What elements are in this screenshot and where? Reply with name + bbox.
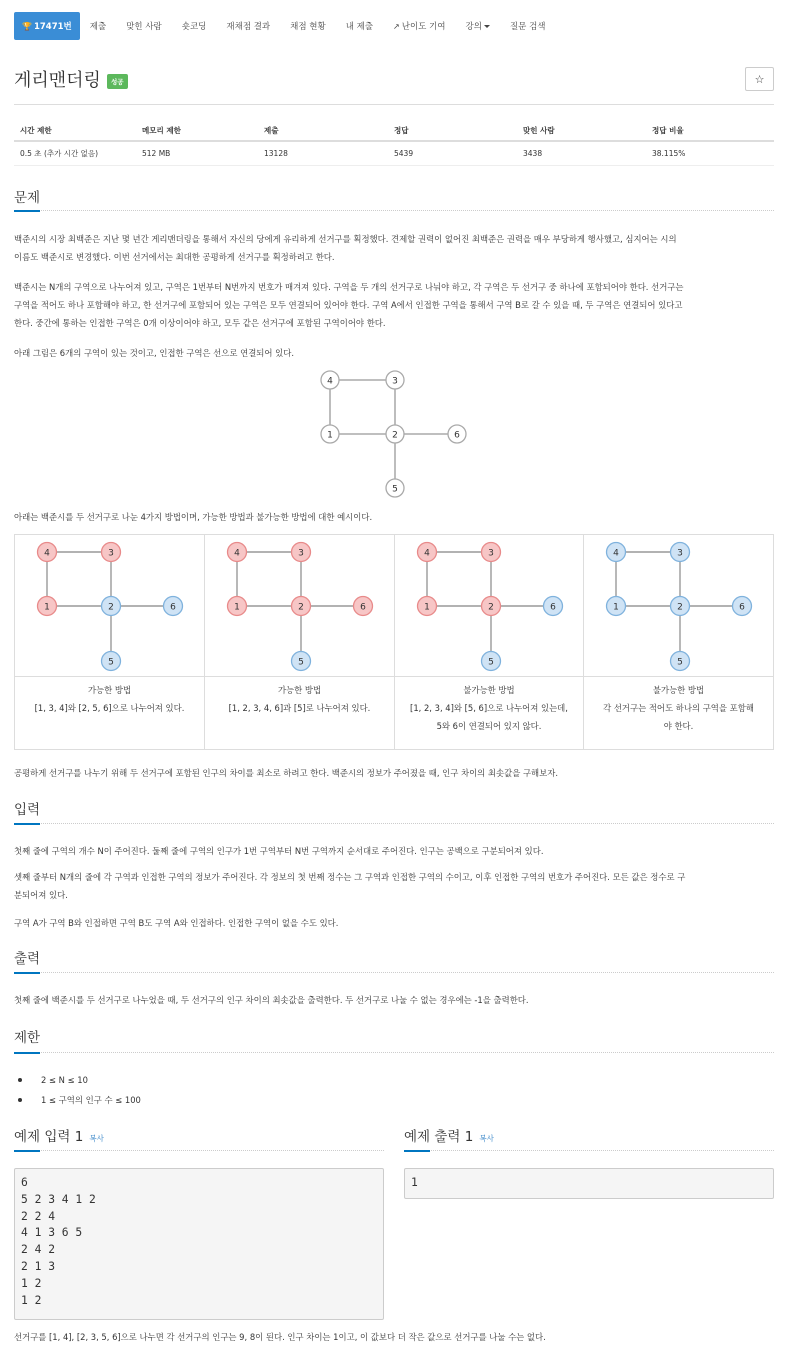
example-cell: [584, 535, 773, 749]
graph-node-label: 3: [298, 548, 304, 559]
sample-output-title: 예제 출력 1: [404, 1129, 474, 1145]
copy-output-button[interactable]: 복사: [479, 1134, 494, 1143]
sample-output-heading: [404, 1125, 494, 1145]
section-output-heading: 출력: [14, 951, 41, 967]
graph-node-label: 5: [488, 657, 494, 668]
external-link-icon: ↗: [393, 21, 400, 31]
graph-node-label: 5: [392, 484, 398, 495]
graph-node-label: 1: [613, 602, 619, 613]
star-button[interactable]: [745, 67, 774, 91]
graph-node-label: 1: [44, 602, 50, 613]
graph-node-label: 6: [739, 602, 745, 613]
graph-node-label: 2: [392, 430, 398, 441]
info-value: 38.115%: [652, 149, 686, 158]
graph-node-label: 2: [677, 602, 683, 613]
example-graph: [205, 535, 395, 677]
tab-my-submissions[interactable]: 내 제출: [345, 22, 374, 32]
graph-node-label: 6: [360, 602, 366, 613]
tab-difficulty[interactable]: [383, 12, 455, 40]
graph-node-label: 4: [234, 548, 240, 559]
problem-paragraph-1: [14, 230, 774, 266]
info-value: 5439: [394, 149, 414, 158]
text-line: 백준시는 N개의 구역으로 나누어져 있고, 구역은 1번부터 N번까지 번호가 매겨져 있다. 구역을 두 개의 선거구로 나눠야 하고, 각 구역은 두 선거구 중 하나에 포함되어야 한다. 선거구는: [14, 282, 684, 292]
example-desc: [1, 2, 3, 4, 6]과 [5]로 나누어져 있다.: [228, 703, 371, 713]
info-header: 정답 비율: [652, 125, 684, 135]
tab-problem[interactable]: [14, 12, 80, 40]
example-caption: [395, 681, 583, 735]
graph-node-label: 2: [488, 602, 494, 613]
graph-node-label: 4: [327, 376, 333, 387]
graph-node-label: 4: [44, 548, 50, 559]
section-divider: [14, 823, 774, 824]
tab-solvers[interactable]: 맞힌 사람: [126, 22, 162, 32]
example-caption: [15, 681, 204, 717]
graph-node-label: 3: [392, 376, 398, 387]
example-desc: 야 한다.: [663, 721, 694, 731]
section-divider: [14, 972, 774, 973]
example-desc: 각 선거구는 적어도 하나의 구역을 포함해: [603, 703, 754, 713]
input-paragraph-3: 구역 A가 구역 B와 인접하면 구역 B도 구역 A와 인접하다. 인접한 구역이 없을 수도 있다.: [14, 918, 339, 928]
info-value: 3438: [523, 149, 543, 158]
info-header-row: [14, 120, 774, 142]
section-underline: [14, 1052, 40, 1054]
graph-node-label: 4: [424, 548, 430, 559]
tab-questions[interactable]: 질문 검색: [509, 22, 546, 32]
example-graph: [584, 535, 773, 677]
tab-lectures-label: 강의: [465, 22, 482, 32]
graph-node-label: 4: [613, 548, 619, 559]
graph-node-label: 6: [454, 430, 460, 441]
section-divider: [14, 1052, 774, 1053]
tab-shortcoding[interactable]: 숏코딩: [181, 22, 207, 32]
info-header: 맞힌 사람: [523, 125, 555, 135]
sample-input-box[interactable]: 6 5 2 3 4 1 2 2 2 4 4 1 3 6 5 2 4 2 2 1 3 1 2 1 2: [14, 1168, 384, 1320]
caret-down-icon: [484, 25, 490, 28]
example-desc: [1, 3, 4]와 [2, 5, 6]으로 나누어져 있다.: [34, 703, 185, 713]
sample-input-heading: [14, 1125, 104, 1145]
example-graph-image: [395, 535, 583, 677]
example-title: 불가능한 방법: [652, 685, 705, 695]
problem-info-table: [14, 120, 774, 166]
info-value: 512 MB: [142, 149, 171, 158]
example-graph: [15, 535, 205, 677]
section-underline: [14, 210, 40, 212]
example-cell: [205, 535, 395, 749]
copy-input-button[interactable]: 복사: [89, 1134, 104, 1143]
graph-node-label: 2: [298, 602, 304, 613]
info-header: 제출: [264, 125, 279, 135]
limits-list: [30, 1070, 141, 1110]
example-cell: [15, 535, 205, 749]
trophy-icon: 🏆: [22, 21, 32, 31]
text-line: 구역을 적어도 하나 포함해야 하고, 한 선거구에 포함되어 있는 구역은 모두 연결되어 있어야 한다. 구역 A에서 인접한 구역을 통해서 구역 B로 갈 수 있을 때, 두 구역은 연결되어 있다고: [14, 300, 683, 310]
section-underline: [14, 823, 40, 825]
tab-submit[interactable]: 제출: [89, 22, 107, 32]
limit-item: 1 ≤ 구역의 인구 수 ≤ 100: [30, 1090, 141, 1110]
problem-paragraph-4: 아래는 백준시를 두 선거구로 나눈 4가지 방법이며, 가능한 방법과 불가능한 방법에 대한 예시이다.: [14, 512, 373, 522]
tab-rejudge[interactable]: 재채점 결과: [226, 22, 271, 32]
graph-node-label: 6: [550, 602, 556, 613]
info-value: 13128: [264, 149, 288, 158]
info-header: 정답: [394, 125, 409, 135]
section-divider: [14, 1150, 384, 1151]
example-graph-image: [205, 535, 394, 677]
text-line: 한다. 중간에 통하는 인접한 구역은 0개 이상이어야 하고, 모두 같은 선거구에 포함된 구역이어야 한다.: [14, 318, 386, 328]
example-title: 가능한 방법: [277, 685, 322, 695]
tab-status[interactable]: 채점 현황: [290, 22, 326, 32]
sample-note: 선거구를 [1, 4], [2, 3, 5, 6]으로 나누면 각 선거구의 인구는 9, 8이 된다. 인구 차이는 1이고, 이 값보다 더 작은 값으로 선거구를 나눌 수는 없다.: [14, 1332, 546, 1342]
example-caption: [584, 681, 773, 735]
problem-paragraph-5: 공평하게 선거구를 나누기 위해 두 선거구에 포함된 인구의 차이를 최소로 하려고 한다. 백준시의 정보가 주어졌을 때, 인구 차이의 최솟값을 구해보자.: [14, 768, 558, 778]
graph-node-label: 5: [108, 657, 114, 668]
title-divider: [14, 104, 774, 105]
text-line: 셋째 줄부터 N개의 줄에 각 구역과 인접한 구역의 정보가 주어진다. 각 정보의 첫 번째 정수는 그 구역과 인접한 구역의 수이고, 이후 인접한 구역의 번호가 주어진다. 모든 값은 정수로 구: [14, 872, 686, 882]
graph-node-label: 3: [108, 548, 114, 559]
input-paragraph-1: 첫째 줄에 구역의 개수 N이 주어진다. 둘째 줄에 구역의 인구가 1번 구역부터 N번 구역까지 순서대로 주어진다. 인구는 공백으로 구분되어져 있다.: [14, 846, 544, 856]
section-divider: [404, 1150, 774, 1151]
section-limit-heading: 제한: [14, 1030, 41, 1046]
tab-difficulty-label: 난이도 기여: [401, 22, 446, 32]
status-badge: 성공: [107, 74, 128, 89]
region-graph: [314, 366, 474, 498]
info-header: 시간 제한: [20, 125, 52, 135]
example-desc: [1, 2, 3, 4]와 [5, 6]으로 나누어져 있는데,: [410, 703, 568, 713]
example-cell: [395, 535, 584, 749]
sample-output-box[interactable]: 1: [404, 1168, 774, 1199]
section-input-heading: 입력: [14, 802, 41, 818]
section-underline: [14, 1150, 40, 1152]
text-line: 분되어져 있다.: [14, 890, 68, 900]
problem-nav: [14, 12, 774, 42]
problem-paragraph-3: 아래 그림은 6개의 구역이 있는 것이고, 인접한 구역은 선으로 연결되어 있다.: [14, 348, 294, 358]
example-title: 가능한 방법: [87, 685, 132, 695]
info-header: 메모리 제한: [142, 125, 181, 135]
section-underline: [14, 972, 40, 974]
page-title: [14, 66, 128, 92]
tab-lectures[interactable]: [456, 12, 500, 40]
graph-node-label: 1: [234, 602, 240, 613]
graph-node-label: 1: [424, 602, 430, 613]
graph-node-label: 1: [327, 430, 333, 441]
graph-node-label: 3: [677, 548, 683, 559]
info-value: 0.5 초 (추가 시간 없음): [20, 149, 99, 158]
input-paragraph-2: [14, 868, 774, 904]
problem-paragraph-2: [14, 278, 774, 332]
example-graph-image: [584, 535, 773, 677]
example-title: 불가능한 방법: [463, 685, 515, 695]
star-icon: ☆: [754, 72, 765, 86]
sample-input-title: 예제 입력 1: [14, 1129, 84, 1145]
example-desc: 5와 6이 연결되어 있지 않다.: [436, 721, 542, 731]
graph-node-label: 6: [170, 602, 176, 613]
example-caption: [205, 681, 394, 717]
text-line: 이름도 백준시로 변경했다. 이번 선거에서는 최대한 공평하게 선거구를 획정하려고 한다.: [14, 252, 335, 262]
example-graph: [395, 535, 584, 677]
info-value-row: [14, 142, 774, 166]
output-paragraph: 첫째 줄에 백준시를 두 선거구로 나누었을 때, 두 선거구의 인구 차이의 최솟값을 출력한다. 두 선거구로 나눌 수 없는 경우에는 -1을 출력한다.: [14, 995, 529, 1005]
problem-title: 게리맨더링: [14, 70, 101, 91]
section-underline: [404, 1150, 430, 1152]
graph-node-label: 2: [108, 602, 114, 613]
graph-node-label: 5: [298, 657, 304, 668]
partition-examples-table: [14, 534, 774, 750]
limit-item: 2 ≤ N ≤ 10: [30, 1070, 141, 1090]
example-graph-image: [15, 535, 204, 677]
graph-node-label: 3: [488, 548, 494, 559]
graph-node-label: 5: [677, 657, 683, 668]
tab-problem-label: 17471번: [33, 22, 72, 32]
section-divider: [14, 210, 774, 211]
section-problem-heading: 문제: [14, 190, 41, 206]
text-line: 백준시의 시장 최백준은 지난 몇 년간 게리맨더링을 통해서 자신의 당에게 유리하게 선거구를 획정했다. 견제할 권력이 없어진 최백준은 권력을 매우 부당하게 행사했고, 심지어는 시의: [14, 234, 677, 244]
